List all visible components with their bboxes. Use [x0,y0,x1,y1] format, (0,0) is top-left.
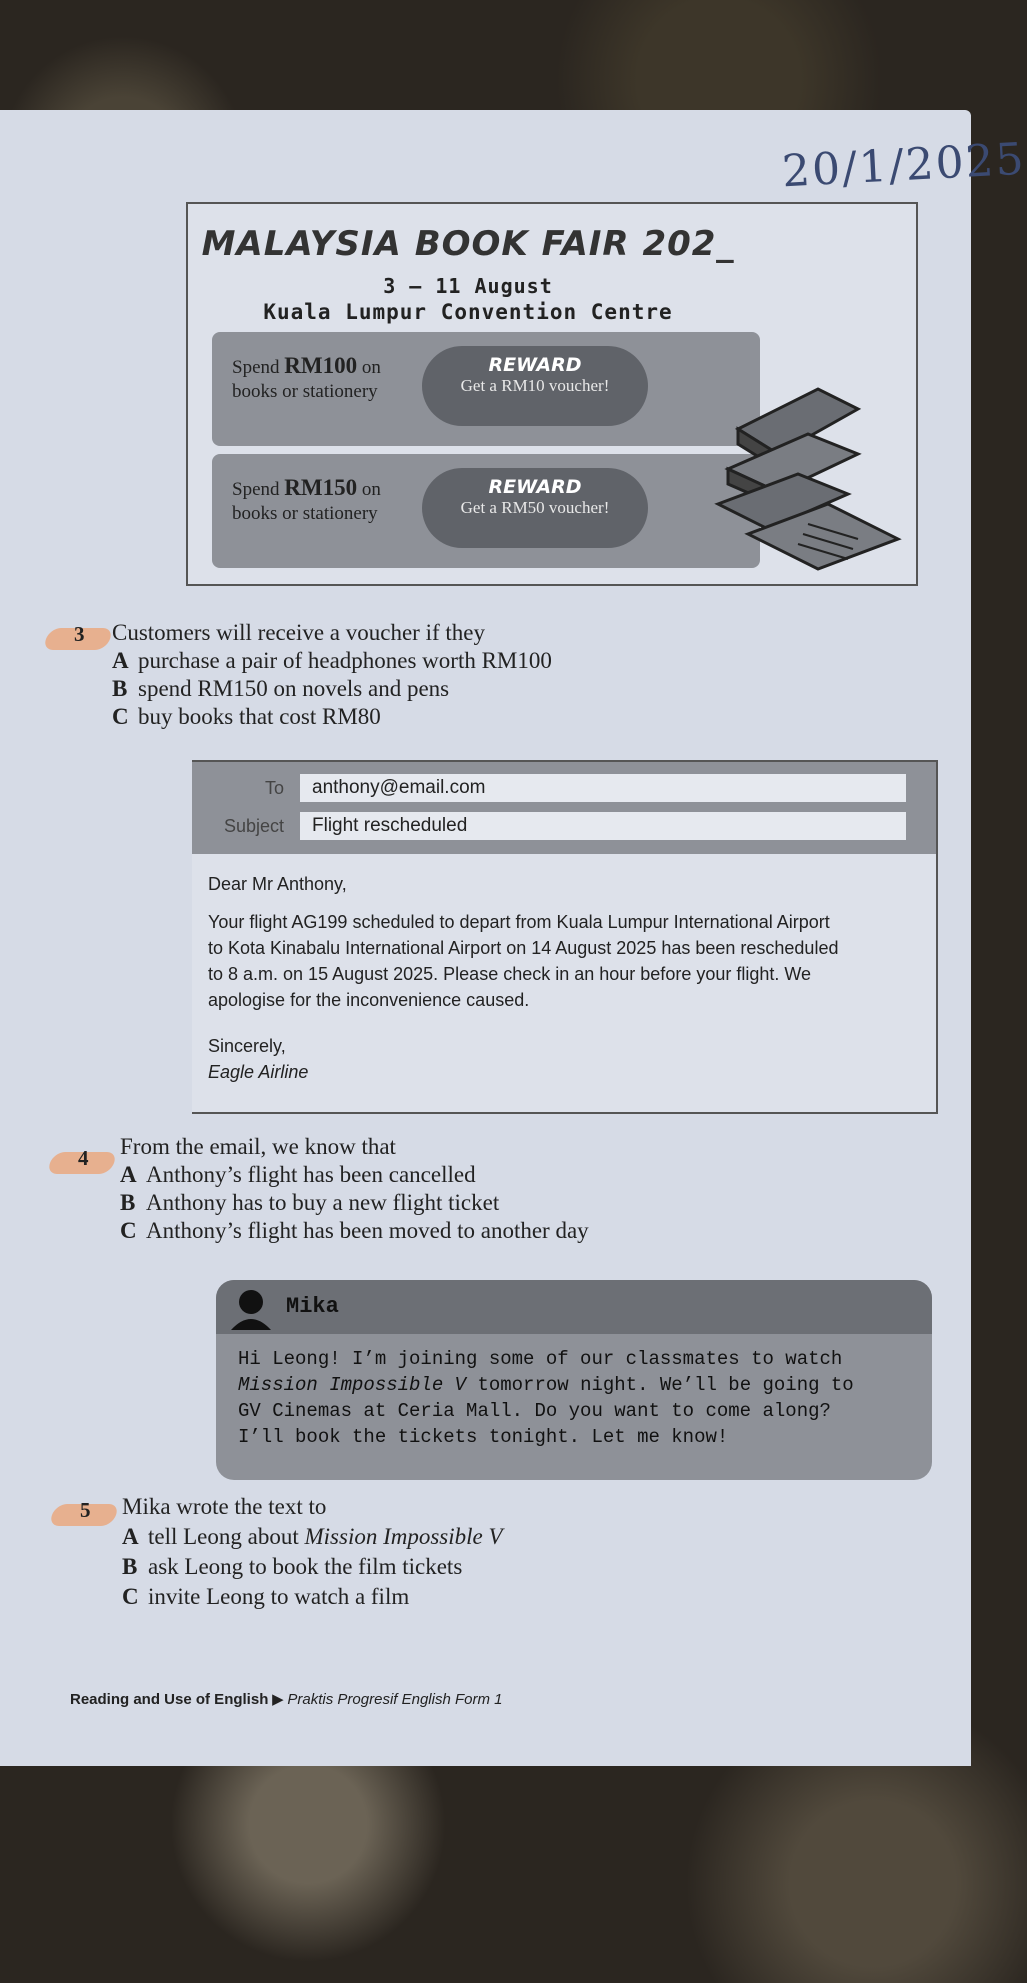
subject-field: Flight rescheduled [300,812,906,840]
option-c[interactable]: C Anthony’s flight has been moved to another day [120,1218,589,1243]
email-closing: Sincerely, [208,1036,286,1056]
to-label: To [264,778,284,798]
reward-label: REWARD [488,354,582,376]
poster-venue: Kuala Lumpur Convention Centre [263,300,673,324]
reward-text: Get a RM50 voucher! [460,498,610,517]
offer-rm150 [212,454,760,568]
books-stack-icon [708,374,908,574]
user-avatar-icon [228,1286,274,1330]
footer-section: Reading and Use of English [70,1691,269,1708]
email-body-line: to 8 a.m. on 15 August 2025. Please check in an hour before your flight. We [208,964,812,984]
reward-label: REWARD [488,476,582,498]
email-body-line: to Kota Kinabalu International Airport on 14 August 2025 has been rescheduled [208,938,839,958]
question-number: 3 [74,622,85,646]
chat-bubble [216,1280,932,1480]
footer-arrow-icon: ▶ [272,1692,284,1708]
email-body-line: apologise for the inconvenience caused. [208,990,530,1010]
email-greeting: Dear Mr Anthony, [208,874,347,894]
chat-line: I’ll book the tickets tonight. Let me know! [238,1426,729,1448]
option-c[interactable]: C invite Leong to watch a film [122,1584,410,1609]
chat-line: Hi Leong! I’m joining some of our classmates to watch [238,1348,843,1370]
chat-header [216,1280,932,1334]
email-header [192,762,936,854]
question-number: 5 [80,1498,91,1522]
film-title: Mission Impossible V [238,1374,467,1396]
reward-pill [422,468,648,548]
question-stem: Customers will receive a voucher if they [112,620,485,645]
reward-text: Get a RM10 voucher! [460,376,610,395]
poster-dates: 3 – 11 August [383,274,553,298]
page-footer [70,1690,502,1709]
option-a[interactable]: A tell Leong about Mission Impossible V [122,1524,503,1549]
email-panel [192,760,938,1114]
book-fair-poster [186,202,918,586]
handwritten-date: 20/1/2025 [780,133,1027,198]
worksheet-page [0,110,1027,1766]
reward-pill [422,346,648,426]
option-b[interactable]: B Anthony has to buy a new flight ticket [120,1190,500,1215]
option-a[interactable]: A purchase a pair of headphones worth RM100 [112,648,552,673]
chat-line: GV Cinemas at Ceria Mall. Do you want to come along? [238,1400,831,1422]
offer-rm100 [212,332,760,446]
offer-amount: RM100 [284,353,358,378]
chat-line: Mission Impossible V tomorrow night. We’ll be going to [238,1374,854,1396]
offer-condition: Spend RM150 on books or stationery [232,475,381,524]
option-b[interactable]: B ask Leong to book the film tickets [122,1554,463,1579]
option-c[interactable]: C buy books that cost RM80 [112,704,381,729]
chat-sender-name: Mika [286,1294,339,1319]
question-number: 4 [78,1146,89,1170]
chat-message [238,1346,918,1450]
to-field: anthony@email.com [300,774,906,802]
question-stem: Mika wrote the text to [122,1494,327,1519]
email-sender: Eagle Airline [208,1062,309,1082]
option-a[interactable]: A Anthony’s flight has been cancelled [120,1162,476,1187]
offer-condition: Spend RM100 on books or stationery [232,353,381,402]
poster-title: MALAYSIA BOOK FAIR 202_ [201,224,735,264]
option-b[interactable]: B spend RM150 on novels and pens [112,676,450,701]
footer-book-title: Praktis Progresif English Form 1 [287,1691,503,1708]
offer-amount: RM150 [284,475,358,500]
subject-label: Subject [223,816,284,836]
question-stem: From the email, we know that [120,1134,396,1159]
film-title: Mission Impossible V [304,1524,503,1549]
email-body-line: Your flight AG199 scheduled to depart from Kuala Lumpur International Airport [208,912,830,932]
